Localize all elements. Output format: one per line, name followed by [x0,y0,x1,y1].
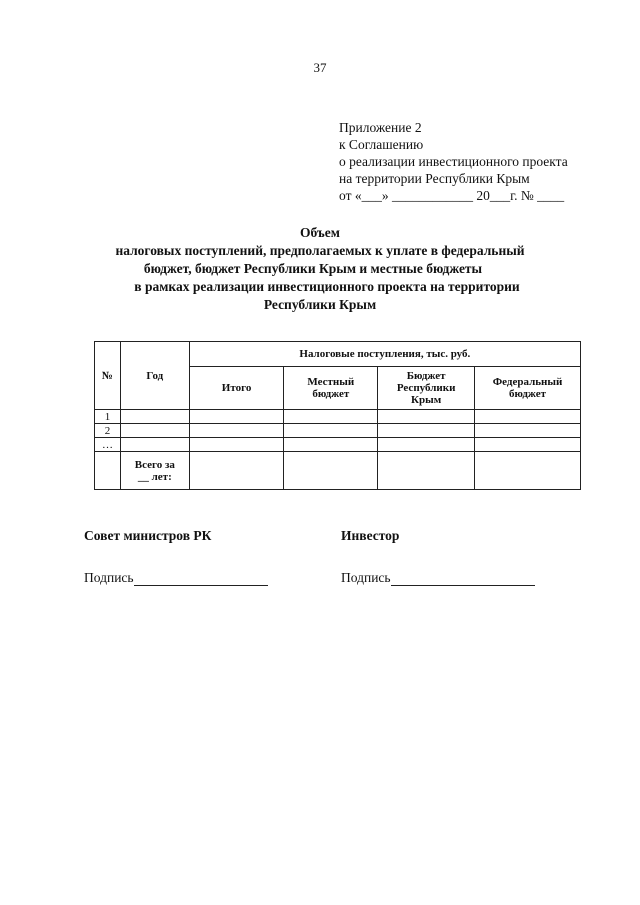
header-year: Год [120,342,189,410]
cell-year[interactable] [120,438,189,452]
row-number: 1 [95,410,121,424]
page-number: 37 [313,60,327,75]
table-total-row [95,452,581,490]
appendix-line-2: к Соглашению [339,137,424,152]
cell-crimea[interactable] [378,424,475,438]
title-line-2: налоговых поступлений, предполагаемых к уплате в федеральный [115,243,525,258]
title-line-3: бюджет, бюджет Республики Крым и местные бюджеты [143,261,483,276]
document-title [0,224,640,314]
investor-title: Инвестор [341,528,400,543]
cell-local[interactable] [284,452,378,490]
header-tax-revenues: Налоговые поступления, тыс. руб. [189,342,580,367]
cell-year[interactable] [120,424,189,438]
cell-total[interactable] [189,424,284,438]
cell-crimea[interactable] [378,438,475,452]
cell-local[interactable] [284,424,378,438]
cell-crimea[interactable] [378,410,475,424]
header-total: Итого [189,367,284,410]
cell-federal[interactable] [475,424,581,438]
cell-federal[interactable] [475,410,581,424]
title-line-1: Объем [300,225,340,240]
cell-year[interactable] [120,410,189,424]
appendix-line-3: о реализации инвестиционного проекта [339,154,568,169]
cell-local[interactable] [284,410,378,424]
total-label: Всего за __ лет: [120,452,189,490]
appendix-header [339,119,568,204]
header-number: № [95,342,121,410]
appendix-line-5: от «___» ____________ 20___г. № ____ [339,188,565,203]
government-signature-line[interactable] [134,572,268,586]
title-line-4: в рамках реализации инвестиционного проекта на территории [134,279,520,294]
cell-federal[interactable] [475,452,581,490]
table-row [95,424,581,438]
title-line-5: Республики Крым [263,297,377,312]
government-sign-label: Подпись [84,570,134,585]
government-signature [84,528,268,586]
header-local-budget: Местный бюджет [284,367,378,410]
cell-total[interactable] [189,410,284,424]
investor-signature [341,528,535,586]
row-number [95,452,121,490]
tax-revenue-table [94,341,581,490]
cell-crimea[interactable] [378,452,475,490]
cell-local[interactable] [284,438,378,452]
cell-total[interactable] [189,438,284,452]
cell-federal[interactable] [475,438,581,452]
cell-total[interactable] [189,452,284,490]
row-number: … [95,438,121,452]
row-number: 2 [95,424,121,438]
government-title: Совет министров РК [84,528,212,543]
header-crimea-budget: Бюджет Республики Крым [378,367,475,410]
investor-signature-line[interactable] [391,572,535,586]
table-row [95,410,581,424]
header-federal-budget: Федеральный бюджет [475,367,581,410]
appendix-line-1: Приложение 2 [339,120,422,135]
table-row [95,438,581,452]
investor-sign-label: Подпись [341,570,391,585]
appendix-line-4: на территории Республики Крым [339,171,530,186]
